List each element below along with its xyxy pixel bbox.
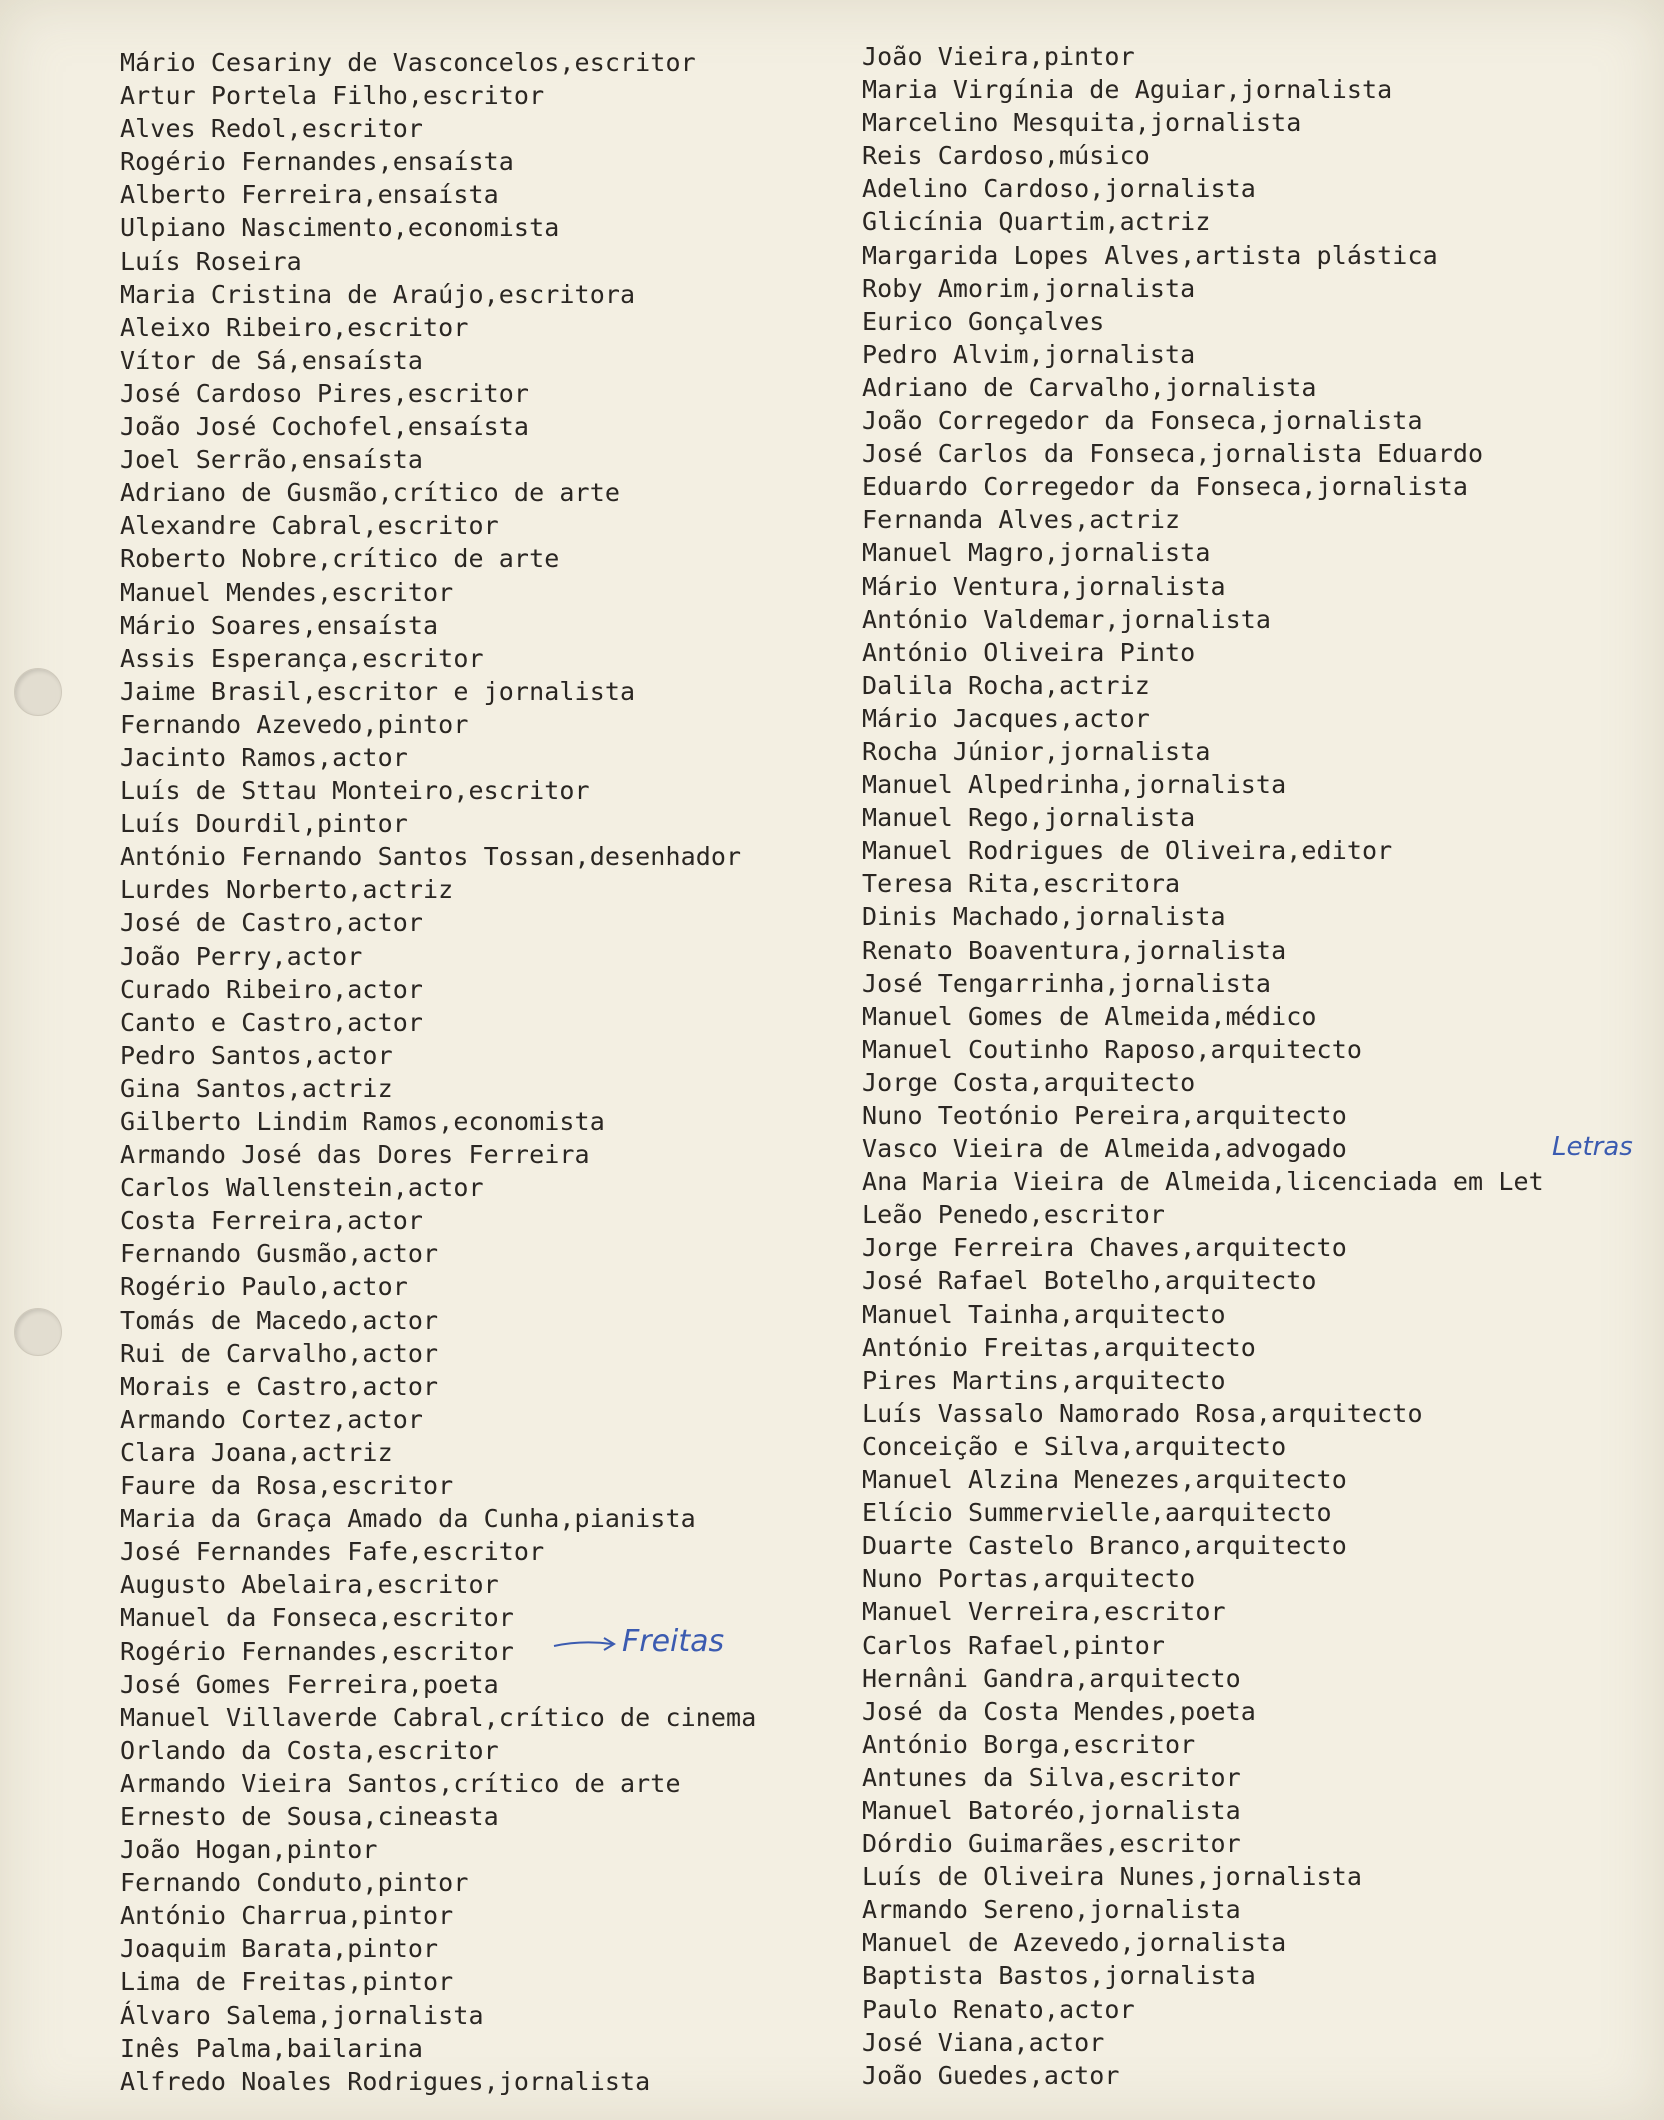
left-column-entry: Pedro Santos,actor	[120, 1040, 393, 1070]
right-column-entry: Pedro Alvim,jornalista	[862, 339, 1196, 369]
right-column-entry: José Tengarrinha,jornalista	[862, 968, 1272, 998]
left-column-entry: Manuel da Fonseca,escritor	[120, 1603, 514, 1633]
right-column-entry: Manuel Batoréo,jornalista	[862, 1795, 1241, 1825]
right-column-entry: Luís de Oliveira Nunes,jornalista	[862, 1862, 1362, 1892]
right-column-entry: Glicínia Quartim,actriz	[862, 207, 1211, 237]
right-column-entry: Adelino Cardoso,jornalista	[862, 174, 1256, 204]
right-column-entry: Ana Maria Vieira de Almeida,licenciada em Let	[862, 1167, 1544, 1197]
right-column-entry: Jorge Costa,arquitecto	[862, 1067, 1196, 1097]
left-column-entry: Roberto Nobre,crítico de arte	[120, 544, 560, 574]
right-column-entry: Manuel Alpedrinha,jornalista	[862, 770, 1287, 800]
right-column-entry: Manuel Coutinho Raposo,arquitecto	[862, 1034, 1362, 1064]
left-column-entry: Lima de Freitas,pintor	[120, 1967, 454, 1997]
left-column-entry: Augusto Abelaira,escritor	[120, 1570, 499, 1600]
left-column-entry: José Fernandes Fafe,escritor	[120, 1537, 545, 1567]
punch-hole-upper	[14, 668, 62, 716]
right-column-entry: Luís Vassalo Namorado Rosa,arquitecto	[862, 1398, 1423, 1428]
left-column-entry: Manuel Villaverde Cabral,crítico de cinema	[120, 1702, 757, 1732]
left-column-entry: Armando Vieira Santos,crítico de arte	[120, 1768, 681, 1798]
left-column-entry: José de Castro,actor	[120, 908, 424, 938]
left-column-entry: Fernando Gusmão,actor	[120, 1239, 439, 1269]
right-column-entry: José Viana,actor	[862, 2027, 1105, 2057]
left-column-entry: Clara Joana,actriz	[120, 1437, 393, 1467]
right-column-entry: Manuel Verreira,escritor	[862, 1597, 1226, 1627]
left-column-entry: Maria da Graça Amado da Cunha,pianista	[120, 1504, 696, 1534]
right-column-entry: António Oliveira Pinto	[862, 637, 1196, 667]
left-column-entry: Morais e Castro,actor	[120, 1371, 439, 1401]
right-column-entry: José da Costa Mendes,poeta	[862, 1696, 1256, 1726]
left-column-entry: Armando Cortez,actor	[120, 1404, 424, 1434]
right-column-entry: Elício Summervielle,aarquitecto	[862, 1498, 1332, 1528]
left-column-entry: Luís de Sttau Monteiro,escritor	[120, 776, 590, 806]
right-column-entry: Leão Penedo,escritor	[862, 1200, 1166, 1230]
left-column-entry: Canto e Castro,actor	[120, 1007, 424, 1037]
right-column-entry: Eurico Gonçalves	[862, 306, 1105, 336]
left-column-entry: Faure da Rosa,escritor	[120, 1471, 454, 1501]
right-column-entry: José Rafael Botelho,arquitecto	[862, 1266, 1317, 1296]
right-column-entry: Reis Cardoso,músico	[862, 141, 1150, 171]
right-column-entry: Maria Virgínia de Aguiar,jornalista	[862, 75, 1393, 105]
right-column-entry: Paulo Renato,actor	[862, 1994, 1135, 2024]
right-column-entry: Hernâni Gandra,arquitecto	[862, 1663, 1241, 1693]
left-column-entry: Fernando Azevedo,pintor	[120, 709, 469, 739]
left-column-entry: Inês Palma,bailarina	[120, 2033, 424, 2063]
left-column-entry: António Fernando Santos Tossan,desenhador	[120, 842, 742, 872]
left-column-entry: Alexandre Cabral,escritor	[120, 511, 499, 541]
left-column-entry: Mário Soares,ensaísta	[120, 610, 439, 640]
left-column-entry: Fernando Conduto,pintor	[120, 1868, 469, 1898]
left-column-entry: Manuel Mendes,escritor	[120, 577, 454, 607]
left-column-entry: João Perry,actor	[120, 941, 363, 971]
left-column-entry: Lurdes Norberto,actriz	[120, 875, 454, 905]
left-column-entry: Luís Dourdil,pintor	[120, 809, 408, 839]
right-column-entry: Manuel de Azevedo,jornalista	[862, 1928, 1287, 1958]
right-column-entry: João Corregedor da Fonseca,jornalista	[862, 406, 1423, 436]
right-column-entry: Roby Amorim,jornalista	[862, 273, 1196, 303]
right-column-entry: Carlos Rafael,pintor	[862, 1630, 1166, 1660]
left-column-entry: Jaime Brasil,escritor e jornalista	[120, 676, 636, 706]
left-column-entry: Assis Esperança,escritor	[120, 643, 484, 673]
handwritten-note-letras: Letras	[1552, 1132, 1633, 1162]
left-column-entry: Joel Serrão,ensaísta	[120, 445, 424, 475]
left-column-entry: João Hogan,pintor	[120, 1835, 378, 1865]
left-column-entry: Aleixo Ribeiro,escritor	[120, 312, 469, 342]
right-column-entry: Manuel Rego,jornalista	[862, 803, 1196, 833]
left-column-entry: Joaquim Barata,pintor	[120, 1934, 439, 1964]
right-column-entry: Vasco Vieira de Almeida,advogado	[862, 1134, 1347, 1164]
right-column-entry: Marcelino Mesquita,jornalista	[862, 108, 1302, 138]
right-column-entry: João Guedes,actor	[862, 2060, 1120, 2090]
right-column-entry: Pires Martins,arquitecto	[862, 1365, 1226, 1395]
right-column-entry: Adriano de Carvalho,jornalista	[862, 372, 1317, 402]
left-column-entry: Ulpiano Nascimento,economista	[120, 213, 560, 243]
right-column-entry: Nuno Portas,arquitecto	[862, 1564, 1196, 1594]
left-column-entry: Curado Ribeiro,actor	[120, 974, 424, 1004]
right-column-entry: Jorge Ferreira Chaves,arquitecto	[862, 1233, 1347, 1263]
left-column-entry: Carlos Wallenstein,actor	[120, 1173, 484, 1203]
right-column-entry: Manuel Magro,jornalista	[862, 538, 1211, 568]
right-column-entry: Eduardo Corregedor da Fonseca,jornalista	[862, 472, 1469, 502]
right-column-entry: Duarte Castelo Branco,arquitecto	[862, 1531, 1347, 1561]
right-column-entry: Mário Ventura,jornalista	[862, 571, 1226, 601]
left-column-entry: Rogério Fernandes,escritor	[120, 1636, 514, 1666]
left-column-entry: Alves Redol,escritor	[120, 114, 424, 144]
left-column-entry: Rui de Carvalho,actor	[120, 1338, 439, 1368]
left-column-entry: Gina Santos,actriz	[120, 1073, 393, 1103]
left-column-entry: Ernesto de Sousa,cineasta	[120, 1801, 499, 1831]
right-column-entry: Dórdio Guimarães,escritor	[862, 1829, 1241, 1859]
right-column-entry: Teresa Rita,escritora	[862, 869, 1181, 899]
left-column-entry: Costa Ferreira,actor	[120, 1206, 424, 1236]
left-name-column	[120, 46, 756, 2098]
left-column-entry: Mário Cesariny de Vasconcelos,escritor	[120, 48, 696, 77]
left-column-entry: Maria Cristina de Araújo,escritora	[120, 279, 636, 309]
right-column-entry: Dalila Rocha,actriz	[862, 670, 1150, 700]
left-column-entry: Rogério Fernandes,ensaísta	[120, 147, 514, 177]
right-column-entry: Renato Boaventura,jornalista	[862, 935, 1287, 965]
left-column-entry: Adriano de Gusmão,crítico de arte	[120, 478, 620, 508]
right-name-column	[862, 40, 1544, 2092]
left-column-entry: Gilberto Lindim Ramos,economista	[120, 1107, 605, 1136]
right-column-entry: Manuel Alzina Menezes,arquitecto	[862, 1465, 1347, 1495]
left-column-entry: António Charrua,pintor	[120, 1901, 454, 1931]
left-column-entry: Luís Roseira	[120, 246, 302, 276]
left-column-entry: José Cardoso Pires,escritor	[120, 378, 530, 408]
left-column-entry: José Gomes Ferreira,poeta	[120, 1669, 499, 1699]
right-column-entry: António Borga,escritor	[862, 1729, 1196, 1759]
right-column-entry: Baptista Bastos,jornalista	[862, 1961, 1256, 1991]
punch-hole-lower	[14, 1308, 62, 1356]
right-column-entry: Nuno Teotónio Pereira,arquitecto	[862, 1101, 1347, 1130]
left-column-entry: Rogério Paulo,actor	[120, 1272, 408, 1302]
left-column-entry: Alberto Ferreira,ensaísta	[120, 180, 499, 210]
right-column-entry: Conceição e Silva,arquitecto	[862, 1431, 1287, 1461]
right-column-entry: Armando Sereno,jornalista	[862, 1895, 1241, 1925]
right-column-entry: Mário Jacques,actor	[862, 703, 1150, 733]
right-column-entry: João Vieira,pintor	[862, 42, 1135, 71]
left-column-entry: Tomás de Macedo,actor	[120, 1305, 439, 1335]
right-column-entry: António Freitas,arquitecto	[862, 1332, 1256, 1362]
right-column-entry: Antunes da Silva,escritor	[862, 1762, 1241, 1792]
right-column-entry: Manuel Tainha,arquitecto	[862, 1299, 1226, 1329]
left-column-entry: João José Cochofel,ensaísta	[120, 412, 530, 442]
left-column-entry: Álvaro Salema,jornalista	[120, 2000, 484, 2030]
left-column-entry: Armando José das Dores Ferreira	[120, 1140, 590, 1170]
left-column-entry: Artur Portela Filho,escritor	[120, 81, 545, 111]
left-column-entry: Orlando da Costa,escritor	[120, 1735, 499, 1765]
right-column-entry: António Valdemar,jornalista	[862, 604, 1272, 634]
left-column-entry: Alfredo Noales Rodrigues,jornalista	[120, 2066, 651, 2096]
left-column-entry: Jacinto Ramos,actor	[120, 742, 408, 772]
right-column-entry: Manuel Rodrigues de Oliveira,editor	[862, 836, 1393, 866]
right-column-entry: Rocha Júnior,jornalista	[862, 736, 1211, 766]
right-column-entry: José Carlos da Fonseca,jornalista Eduardo	[862, 439, 1484, 469]
right-column-entry: Dinis Machado,jornalista	[862, 902, 1226, 932]
handwritten-arrow	[552, 1630, 622, 1660]
left-column-entry: Vítor de Sá,ensaísta	[120, 345, 424, 375]
handwritten-note-freitas: Freitas	[622, 1624, 725, 1659]
right-column-entry: Manuel Gomes de Almeida,médico	[862, 1001, 1317, 1031]
right-column-entry: Fernanda Alves,actriz	[862, 505, 1181, 535]
right-column-entry: Margarida Lopes Alves,artista plástica	[862, 240, 1438, 270]
